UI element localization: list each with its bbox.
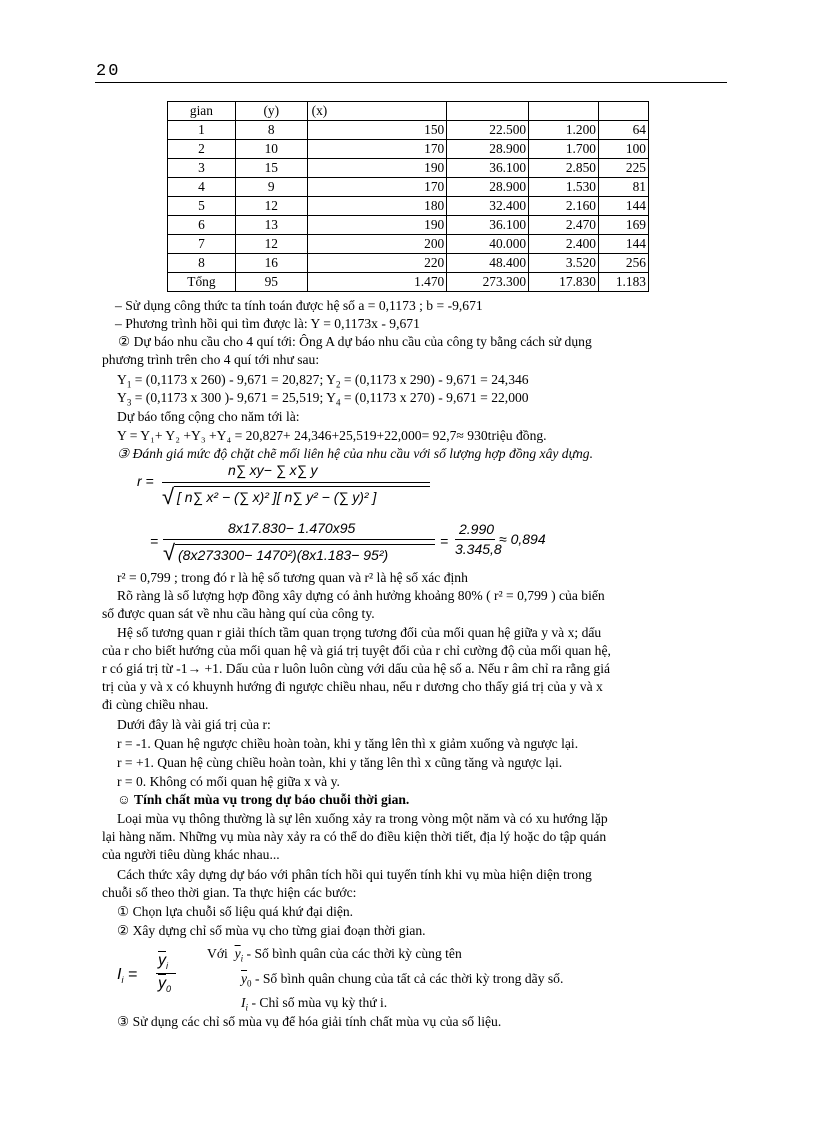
table-cell: 81 bbox=[599, 178, 649, 197]
table-row bbox=[168, 273, 649, 292]
definition-1: Với $\overline{y}_i$ - Số bình quân của các thời kỳ cùng tên bbox=[207, 946, 462, 964]
table-row bbox=[168, 121, 649, 140]
section-heading: ☺ Tính chất mùa vụ trong dự báo chuỗi thời gian. bbox=[117, 792, 410, 807]
table-row bbox=[168, 140, 649, 159]
step-2: ② Xây dựng chỉ số mùa vụ cho từng giai đoạn thời gian. bbox=[117, 923, 426, 938]
table-cell: 17.830 bbox=[529, 273, 599, 292]
table-cell: 100 bbox=[599, 140, 649, 159]
forecast-step: ② Dự báo nhu cầu cho 4 quí tới: Ông A dự báo nhu cầu của công ty bằng cách sử dụng bbox=[118, 334, 592, 349]
table-cell: 150 bbox=[307, 121, 447, 140]
paragraph-3-cont: lại hàng năm. Những vụ mùa này xảy ra có thể do điều kiện thời tiết, địa lý hoặc do tập quán bbox=[102, 829, 607, 844]
table-cell: (y) bbox=[235, 102, 307, 121]
table-cell bbox=[599, 102, 649, 121]
coef-line: – Sử dụng công thức ta tính toán được hệ số a = 0,1173 ; b = -9,671 bbox=[115, 298, 483, 313]
table-cell: 4 bbox=[168, 178, 236, 197]
formula-numerator: n∑ xy− ∑ x∑ y bbox=[228, 462, 318, 478]
formula-result: ≈ 0,894 bbox=[499, 531, 546, 547]
table-cell: 1.700 bbox=[529, 140, 599, 159]
table-cell: 95 bbox=[235, 273, 307, 292]
table-cell: (x) bbox=[307, 102, 447, 121]
paragraph-3-cont: của người tiêu dùng khác nhau... bbox=[102, 847, 280, 862]
table-cell: 12 bbox=[235, 197, 307, 216]
total-forecast-label: Dự báo tổng cộng cho năm tới là: bbox=[117, 409, 300, 424]
table-cell: 2.160 bbox=[529, 197, 599, 216]
definition-3: $I_i$ - Chỉ số mùa vụ kỳ thứ i. bbox=[241, 995, 388, 1013]
table-cell: 1.200 bbox=[529, 121, 599, 140]
table-cell: 3 bbox=[168, 159, 236, 178]
table-cell: 3.520 bbox=[529, 254, 599, 273]
paragraph-1-cont: số được quan sát về nhu cầu hàng quí của công ty. bbox=[102, 606, 375, 621]
table-cell: 22.500 bbox=[447, 121, 529, 140]
step-3: ③ Sử dụng các chỉ số mùa vụ để hóa giải tính chất mùa vụ của số liệu. bbox=[117, 1014, 502, 1029]
table-cell: 32.400 bbox=[447, 197, 529, 216]
paragraph-2-cont: r có giá trị từ -1→ +1. Dấu của r luôn luôn cùng với dấu của hệ số a. Nếu r âm chỉ ra rằng giá bbox=[102, 661, 611, 676]
table-cell: Tổng bbox=[168, 273, 236, 292]
table-row bbox=[168, 102, 649, 121]
table-cell: 2.400 bbox=[529, 235, 599, 254]
r-value-neg: r = -1. Quan hệ ngược chiều hoàn toàn, khi y tăng lên thì x giảm xuống và ngược lại. bbox=[117, 736, 579, 751]
table-cell: 28.900 bbox=[447, 178, 529, 197]
table-cell: 8 bbox=[235, 121, 307, 140]
table-cell: 12 bbox=[235, 235, 307, 254]
paragraph-4-cont: chuỗi số theo thời gian. Ta thực hiện các bước: bbox=[102, 885, 357, 900]
table-row bbox=[168, 178, 649, 197]
table-cell: 200 bbox=[307, 235, 447, 254]
sqrt-sign-2: √ bbox=[163, 540, 176, 565]
formula-eq-2: = bbox=[440, 533, 449, 549]
table-row bbox=[168, 254, 649, 273]
table-cell: 1.530 bbox=[529, 178, 599, 197]
index-fraction-bar bbox=[156, 973, 176, 974]
paragraph-3: Loại mùa vụ thông thường là sự lên xuống xảy ra trong vòng một năm và có xu hướng lặp bbox=[117, 811, 608, 826]
total-forecast: Y = Y₁+ Y₂ +Y₃ +Y₄ = 20,827+ 24,346+25,519+22,000= 92,7≈ 930triệu đồng. bbox=[117, 428, 547, 443]
table-cell: 36.100 bbox=[447, 216, 529, 235]
table-cell: 1 bbox=[168, 121, 236, 140]
table-cell: 8 bbox=[168, 254, 236, 273]
table-cell: 48.400 bbox=[447, 254, 529, 273]
table-row bbox=[168, 235, 649, 254]
sqrt-sign: √ bbox=[162, 484, 175, 509]
fraction-bar bbox=[162, 482, 430, 483]
data-table bbox=[167, 101, 649, 292]
table-cell: 144 bbox=[599, 235, 649, 254]
regression-line: – Phương trình hồi qui tìm được là: Y = 0,1173x - 9,671 bbox=[115, 316, 420, 331]
formula-r-lhs: r = bbox=[137, 473, 154, 489]
page-number: 20 bbox=[96, 62, 121, 81]
paragraph-1: Rõ ràng là số lượng hợp đồng xây dựng có ảnh hưởng khoảng 80% ( r² = 0,799 ) của biến bbox=[117, 588, 605, 603]
r-values-intro: Dưới đây là vài giá trị của r: bbox=[117, 717, 271, 732]
table-cell: 64 bbox=[599, 121, 649, 140]
table-cell: 2.470 bbox=[529, 216, 599, 235]
r-value-pos: r = +1. Quan hệ cùng chiều hoàn toàn, khi y tăng lên thì x cũng tăng và ngược lại. bbox=[117, 755, 563, 770]
r-squared-line: r² = 0,799 ; trong đó r là hệ số tương quan và r² là hệ số xác định bbox=[117, 570, 468, 585]
correlation-step: ③ Đánh giá mức độ chặt chẽ mối liên hệ của nhu cầu với số lượng hợp đồng xây dựng. bbox=[117, 446, 594, 461]
sqrt-bar-2 bbox=[175, 544, 435, 545]
table-cell: 13 bbox=[235, 216, 307, 235]
table-cell: 2 bbox=[168, 140, 236, 159]
table-cell: 15 bbox=[235, 159, 307, 178]
fraction-bar-2 bbox=[163, 539, 435, 540]
denominator-values: (8x273300− 1470²)(8x1.183− 95²) bbox=[178, 547, 389, 563]
paragraph-4: Cách thức xây dựng dự báo với phân tích hồi qui tuyến tính khi vụ mùa hiện diện trong bbox=[117, 867, 592, 882]
table-cell: 144 bbox=[599, 197, 649, 216]
result-denominator: 3.345,8 bbox=[455, 541, 502, 557]
table-cell: 36.100 bbox=[447, 159, 529, 178]
table-cell: 169 bbox=[599, 216, 649, 235]
definition-2: $\overline{y}_0$ - Số bình quân chung của tất cả các thời kỳ trong dãy số. bbox=[241, 971, 564, 989]
r-value-zero: r = 0. Không có mối quan hệ giữa x và y. bbox=[117, 774, 340, 789]
forecast-y3-y4: $Y_3 = (0,1173$ x 300 )- 9,671 = 25,519; $Y_4 = (0,1173$ x 270) - 9,671 = 22,000 bbox=[117, 390, 529, 408]
paragraph-2-cont: đi cùng chiều nhau. bbox=[102, 697, 209, 712]
table-cell bbox=[447, 102, 529, 121]
table-row bbox=[168, 216, 649, 235]
formula-denominator: [ n∑ x² − (∑ x)² ][ n∑ y² − (∑ y)² ] bbox=[177, 489, 377, 505]
table-cell: 1.183 bbox=[599, 273, 649, 292]
sqrt-bar bbox=[174, 486, 430, 487]
table-cell: 170 bbox=[307, 178, 447, 197]
paragraph-2-cont: trị của y và x có khuynh hướng đi ngược chiều nhau, nếu r dương cho thấy giá trị của y và x bbox=[102, 679, 603, 694]
table-cell: 170 bbox=[307, 140, 447, 159]
index-lhs: $I_i$ = bbox=[117, 966, 138, 986]
header-rule bbox=[95, 82, 727, 83]
table-cell: 190 bbox=[307, 216, 447, 235]
table-cell: 40.000 bbox=[447, 235, 529, 254]
table-cell: 180 bbox=[307, 197, 447, 216]
table-cell: 28.900 bbox=[447, 140, 529, 159]
formula-eq: = bbox=[150, 533, 159, 549]
table-cell: 190 bbox=[307, 159, 447, 178]
index-denominator: $\overline{y}_0$ bbox=[158, 975, 172, 995]
table-cell: 9 bbox=[235, 178, 307, 197]
table-row bbox=[168, 197, 649, 216]
numerator-values: 8x17.830− 1.470x95 bbox=[228, 520, 356, 536]
table-cell: 220 bbox=[307, 254, 447, 273]
table-cell bbox=[529, 102, 599, 121]
table-cell: 6 bbox=[168, 216, 236, 235]
table-cell: 2.850 bbox=[529, 159, 599, 178]
index-numerator: $\overline{y}_i$ bbox=[158, 952, 168, 972]
forecast-y1-y2: $Y_1 = (0,1173$ x 260) - 9,671 = 20,827; $Y_2 = (0,1173$ x 290) - 9,671 = 24,346 bbox=[117, 372, 529, 390]
table-cell: gian bbox=[168, 102, 236, 121]
table-cell: 256 bbox=[599, 254, 649, 273]
step-1: ① Chọn lựa chuỗi số liệu quá khứ đại diện. bbox=[117, 904, 354, 919]
table-cell: 7 bbox=[168, 235, 236, 254]
table-cell: 1.470 bbox=[307, 273, 447, 292]
paragraph-2: Hệ số tương quan r giải thích tầm quan trọng tương đối của mối quan hệ giữa y và x; dấu bbox=[117, 625, 602, 640]
table-cell: 10 bbox=[235, 140, 307, 159]
table-cell: 16 bbox=[235, 254, 307, 273]
result-numerator: 2.990 bbox=[459, 521, 495, 537]
forecast-step-cont: phương trình trên cho 4 quí tới như sau: bbox=[102, 352, 320, 367]
table-cell: 225 bbox=[599, 159, 649, 178]
table-row bbox=[168, 159, 649, 178]
fraction-bar-3 bbox=[455, 539, 495, 540]
table-cell: 273.300 bbox=[447, 273, 529, 292]
paragraph-2-cont: của r cho biết hướng của mối quan hệ và giá trị tuyệt đối của r chỉ cường độ của mối quan hệ, bbox=[102, 643, 611, 658]
table-cell: 5 bbox=[168, 197, 236, 216]
